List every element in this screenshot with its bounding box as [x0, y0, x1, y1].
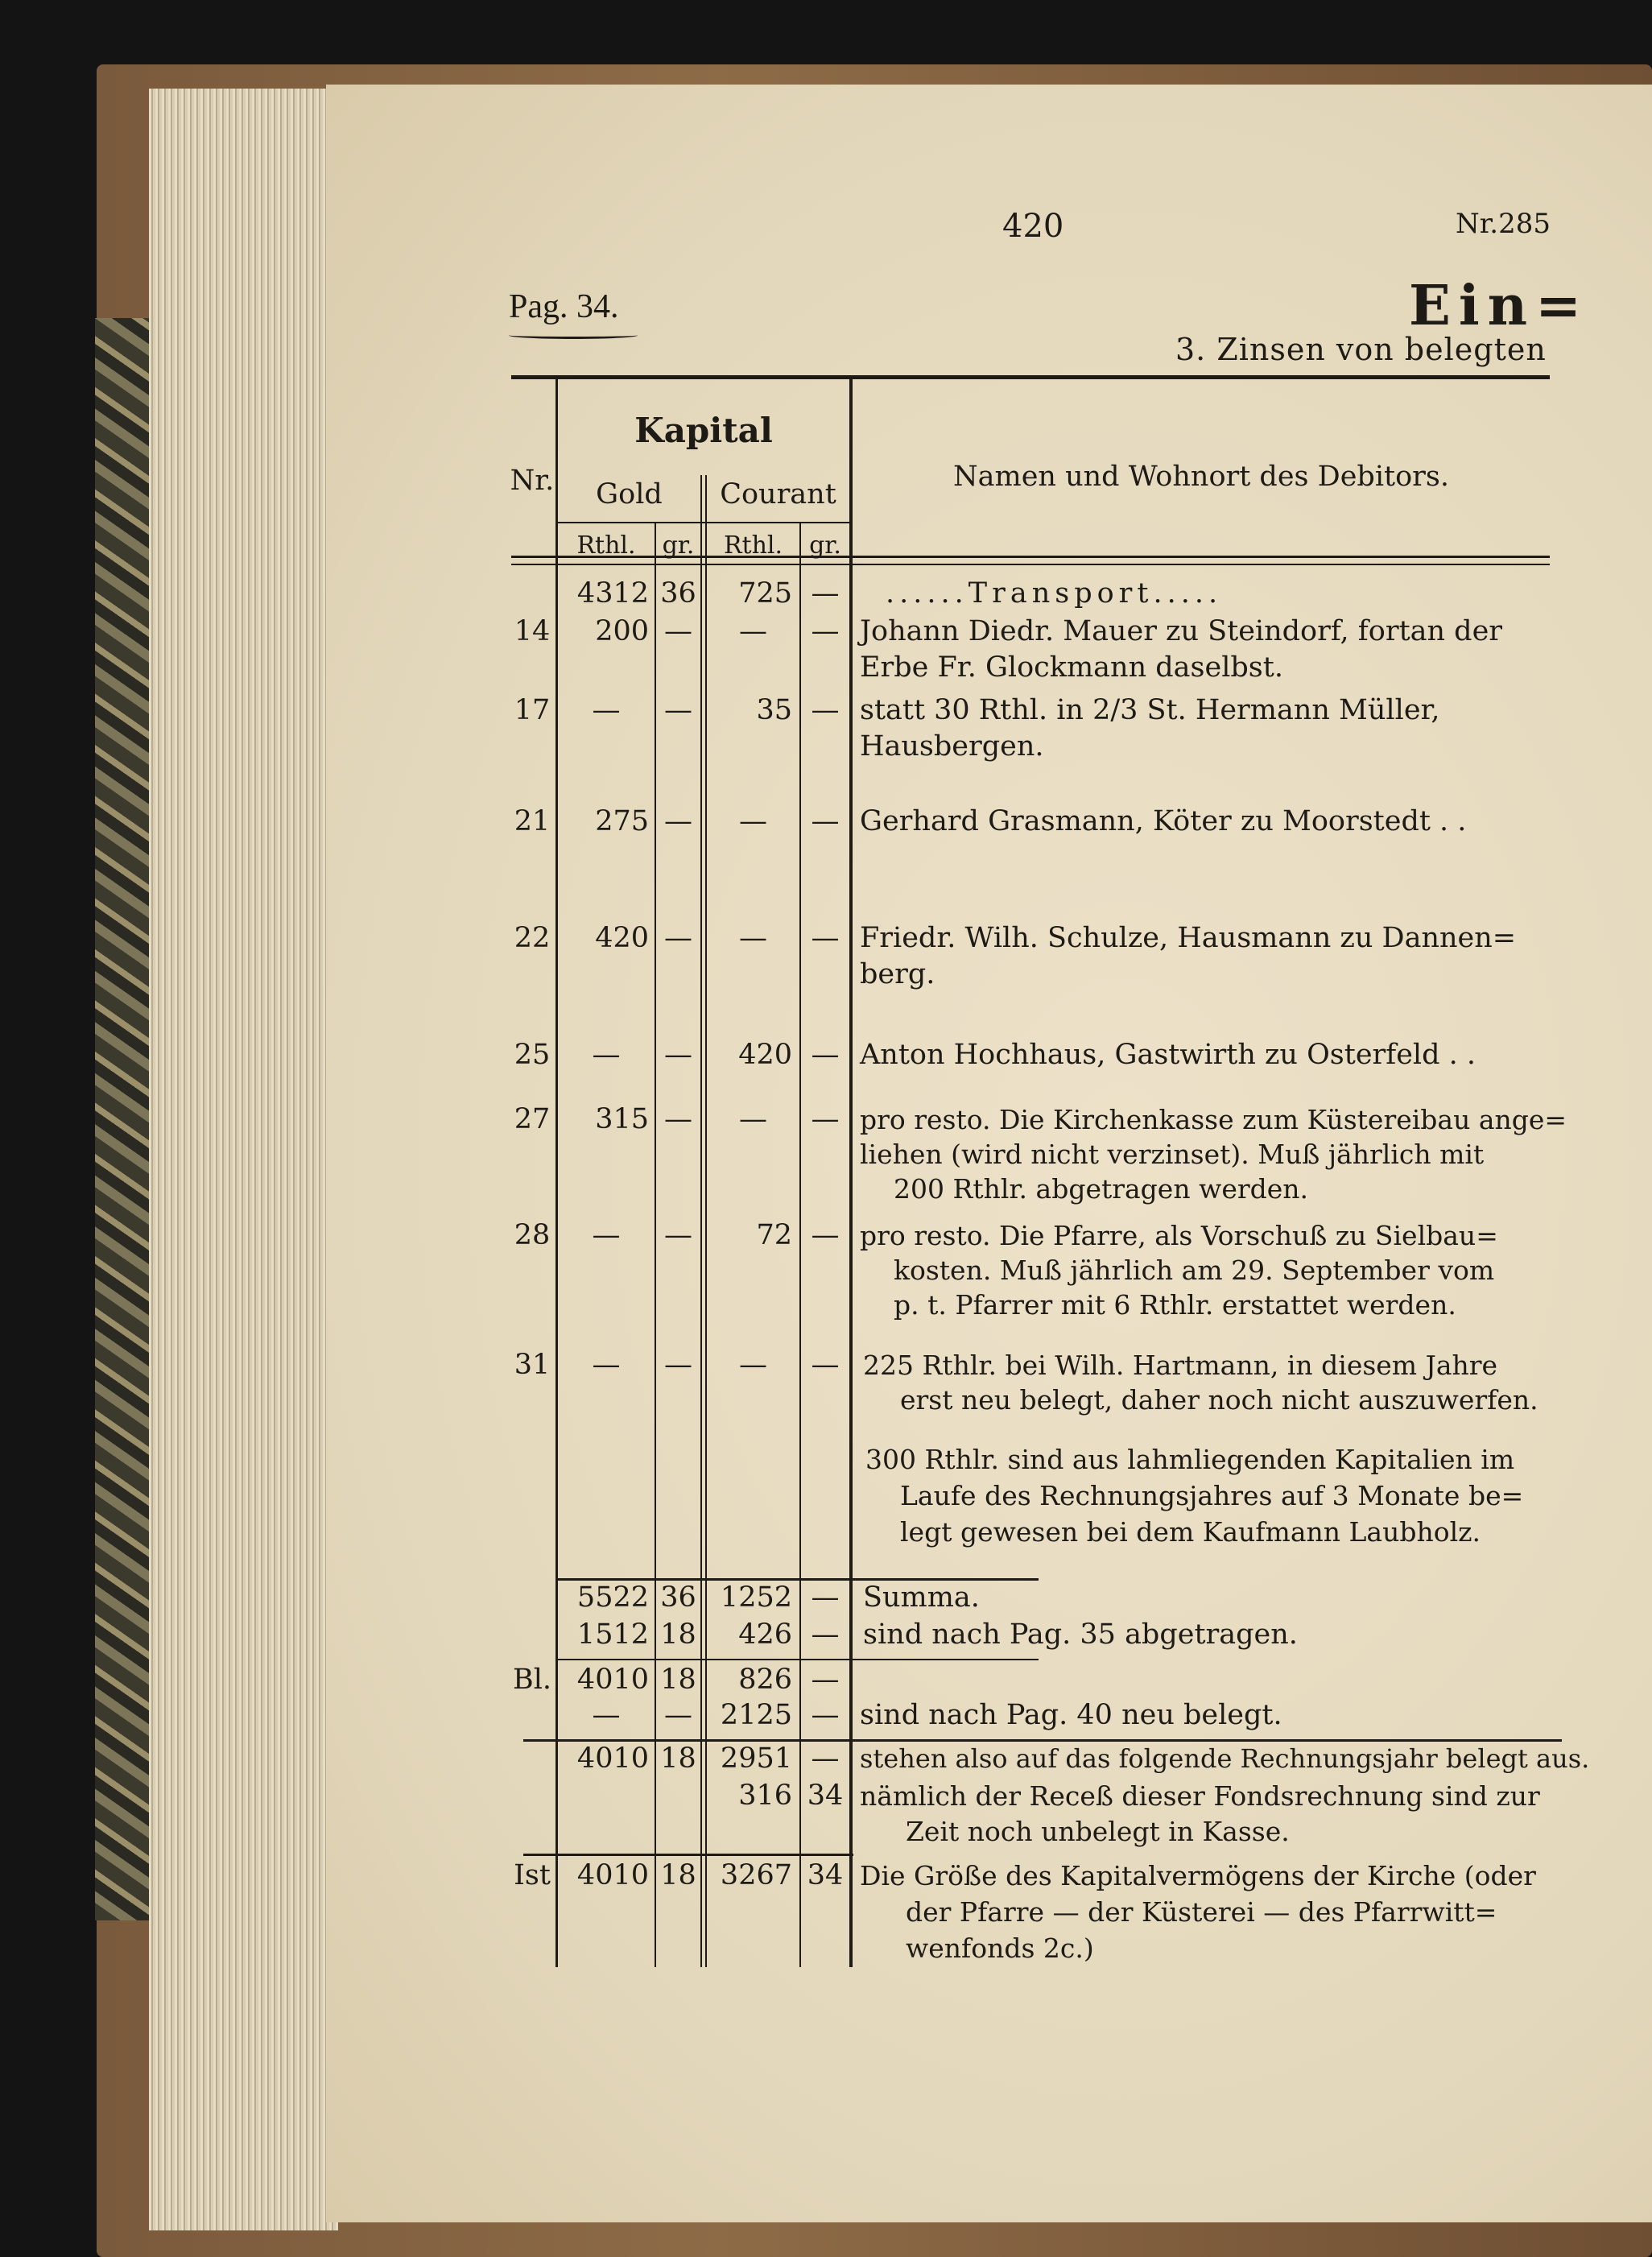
entry-text: Summa.	[863, 1581, 980, 1614]
header-nr: Nr.	[510, 465, 555, 497]
marbled-edge	[95, 318, 151, 1920]
gold-rthl: —	[592, 1219, 621, 1251]
gold-rthl: 275	[595, 805, 649, 837]
gold-gr: —	[664, 1219, 692, 1251]
cour-gr: —	[811, 1581, 840, 1614]
gold-rthl: 4312	[576, 577, 649, 610]
gold-gr: —	[664, 1349, 692, 1381]
cour-rthl: 826	[738, 1664, 792, 1696]
header-gold-rthl: Rthl.	[576, 531, 636, 560]
header-bottom-rule-2	[511, 564, 1550, 565]
entry-text: berg.	[860, 958, 935, 990]
row-nr: 28	[514, 1219, 551, 1251]
entry-text: liehen (wird nicht verzinset). Muß jährlich mit	[860, 1139, 1485, 1170]
gold-rthl: 4010	[576, 1664, 649, 1696]
cour-rthl: 2951	[720, 1742, 792, 1775]
row-nr: 14	[514, 615, 551, 647]
cour-gr: —	[811, 1103, 840, 1135]
entry-text: sind nach Pag. 35 abgetragen.	[863, 1618, 1298, 1651]
row-nr: 22	[514, 922, 551, 954]
pag-underline	[509, 332, 638, 339]
gold-rthl: —	[592, 694, 621, 726]
entry-text: wenfonds 2c.)	[906, 1933, 1094, 1964]
gold-rthl: —	[592, 1039, 621, 1071]
entry-text: nämlich der Receß dieser Fondsrechnung sind zur	[860, 1780, 1540, 1812]
gold-rthl: —	[592, 1699, 621, 1731]
entry-text: Anton Hochhaus, Gastwirth zu Osterfeld . .	[860, 1039, 1476, 1071]
entry-text: statt 30 Rthl. in 2/3 St. Hermann Müller,	[860, 694, 1440, 726]
col-line-gold-end	[700, 475, 702, 1967]
row-nr: 21	[514, 805, 551, 837]
document-number: Nr.285	[1456, 208, 1551, 240]
gold-gr: 18	[660, 1859, 696, 1891]
cour-gr: —	[811, 615, 840, 647]
header-cour-gr: gr.	[809, 531, 841, 560]
cour-rthl: 3267	[720, 1859, 792, 1891]
cour-gr: —	[811, 1039, 840, 1071]
row-nr: 25	[514, 1039, 551, 1071]
entry-text: Zeit noch unbelegt in Kasse.	[906, 1816, 1290, 1847]
row-nr: Bl.	[512, 1664, 552, 1696]
section-subheading: 3. Zinsen von belegten	[1175, 332, 1547, 367]
gold-gr: —	[664, 1039, 692, 1071]
gold-gr: —	[664, 615, 692, 647]
entry-text: Johann Diedr. Mauer zu Steindorf, fortan der	[860, 615, 1503, 647]
gold-rthl: —	[592, 1349, 621, 1381]
kapital-subrule	[558, 522, 849, 523]
cour-rthl: 725	[738, 577, 792, 610]
col-line-names	[849, 378, 853, 1967]
cour-gr: —	[811, 805, 840, 837]
row-nr: 31	[514, 1349, 551, 1381]
gold-rthl: 4010	[576, 1859, 649, 1891]
gold-rthl: 5522	[576, 1581, 649, 1614]
entry-text: Hausbergen.	[860, 730, 1044, 763]
pag-label: Pag. 34.	[509, 288, 619, 325]
entry-text: Gerhard Grasmann, Köter zu Moorstedt . .	[860, 805, 1467, 837]
abgetragen-rule	[555, 1659, 1039, 1660]
cour-rthl: 316	[738, 1780, 792, 1812]
entry-text: 200 Rthlr. abgetragen werden.	[894, 1173, 1309, 1205]
cour-gr: —	[811, 1742, 840, 1775]
gold-gr: —	[664, 694, 692, 726]
gold-gr: —	[664, 1699, 692, 1731]
gold-gr: 36	[660, 577, 696, 610]
header-gold: Gold	[596, 478, 663, 511]
cour-gr: —	[811, 922, 840, 954]
header-gold-gr: gr.	[662, 531, 695, 560]
entry-text: stehen also auf das folgende Rechnungsjahr belegt aus.	[860, 1743, 1590, 1774]
cour-gr: —	[811, 1664, 840, 1696]
gold-gr: 18	[660, 1618, 696, 1651]
entry-text: kosten. Muß jährlich am 29. September vom	[894, 1255, 1495, 1286]
cour-gr: —	[811, 694, 840, 726]
cour-rthl: —	[739, 1103, 767, 1135]
cour-rthl: 420	[738, 1039, 792, 1071]
table-top-rule	[511, 375, 1550, 379]
entry-text: 300 Rthlr. sind aus lahmliegenden Kapitalien im	[865, 1444, 1515, 1475]
entry-text: legt gewesen bei dem Kaufmann Laubholz.	[900, 1516, 1481, 1548]
header-courant: Courant	[720, 478, 836, 511]
section-heading: Ein=	[1409, 274, 1590, 338]
cour-rthl: —	[739, 1349, 767, 1381]
cour-rthl: 72	[756, 1219, 792, 1251]
gold-gr: —	[664, 1103, 692, 1135]
row-nr: 17	[514, 694, 551, 726]
gold-rthl: 315	[595, 1103, 649, 1135]
entry-text: Erbe Fr. Glockmann daselbst.	[860, 651, 1283, 684]
header-names: Namen und Wohnort des Debitors.	[953, 461, 1449, 493]
entry-text: ......Transport.....	[886, 577, 1223, 610]
gold-gr: —	[664, 805, 692, 837]
cour-gr: —	[811, 1349, 840, 1381]
entry-text: pro resto. Die Kirchenkasse zum Küstereibau ange=	[860, 1104, 1567, 1135]
gold-rthl: 1512	[576, 1618, 649, 1651]
page-edges	[149, 89, 338, 2230]
row-nr: 27	[514, 1103, 551, 1135]
cour-rthl: —	[739, 805, 767, 837]
cour-rthl: —	[739, 922, 767, 954]
cour-gr: —	[811, 1618, 840, 1651]
page-number: 420	[1002, 208, 1064, 245]
cour-gr: 34	[807, 1780, 844, 1812]
header-kapital: Kapital	[634, 411, 773, 450]
cour-rthl: —	[739, 615, 767, 647]
gold-rthl: 200	[595, 615, 649, 647]
cour-gr: —	[811, 1699, 840, 1731]
ist-rule	[523, 1854, 853, 1856]
entry-text: sind nach Pag. 40 neu belegt.	[860, 1699, 1282, 1731]
entry-text: pro resto. Die Pfarre, als Vorschuß zu Sielbau=	[860, 1220, 1498, 1251]
header-cour-rthl: Rthl.	[723, 531, 783, 560]
entry-text: Friedr. Wilh. Schulze, Hausmann zu Dannen=	[860, 922, 1517, 954]
cour-rthl: 35	[756, 694, 792, 726]
gold-rthl: 4010	[576, 1742, 649, 1775]
entry-text: p. t. Pfarrer mit 6 Rthlr. erstattet werden.	[894, 1289, 1456, 1321]
gold-gr: 18	[660, 1664, 696, 1696]
entry-text: der Pfarre — der Küsterei — des Pfarrwitt=	[906, 1896, 1497, 1928]
entry-text: erst neu belegt, daher noch nicht auszuwerfen.	[900, 1384, 1538, 1416]
cour-gr: —	[811, 1219, 840, 1251]
cour-gr: —	[811, 577, 840, 610]
entry-text: Laufe des Rechnungsjahres auf 3 Monate be=	[900, 1480, 1524, 1511]
entry-text: Die Größe des Kapitalvermögens der Kirche (oder	[860, 1860, 1536, 1891]
cour-gr: 34	[807, 1859, 844, 1891]
gold-gr: —	[664, 922, 692, 954]
row-nr: Ist	[514, 1859, 551, 1891]
gold-rthl: 420	[595, 922, 649, 954]
cour-rthl: 426	[738, 1618, 792, 1651]
entry-text: 225 Rthlr. bei Wilh. Hartmann, in diesem Jahre	[863, 1350, 1498, 1381]
cour-rthl: 2125	[720, 1699, 792, 1731]
gold-gr: 18	[660, 1742, 696, 1775]
gold-gr: 36	[660, 1581, 696, 1614]
cour-rthl: 1252	[720, 1581, 792, 1614]
